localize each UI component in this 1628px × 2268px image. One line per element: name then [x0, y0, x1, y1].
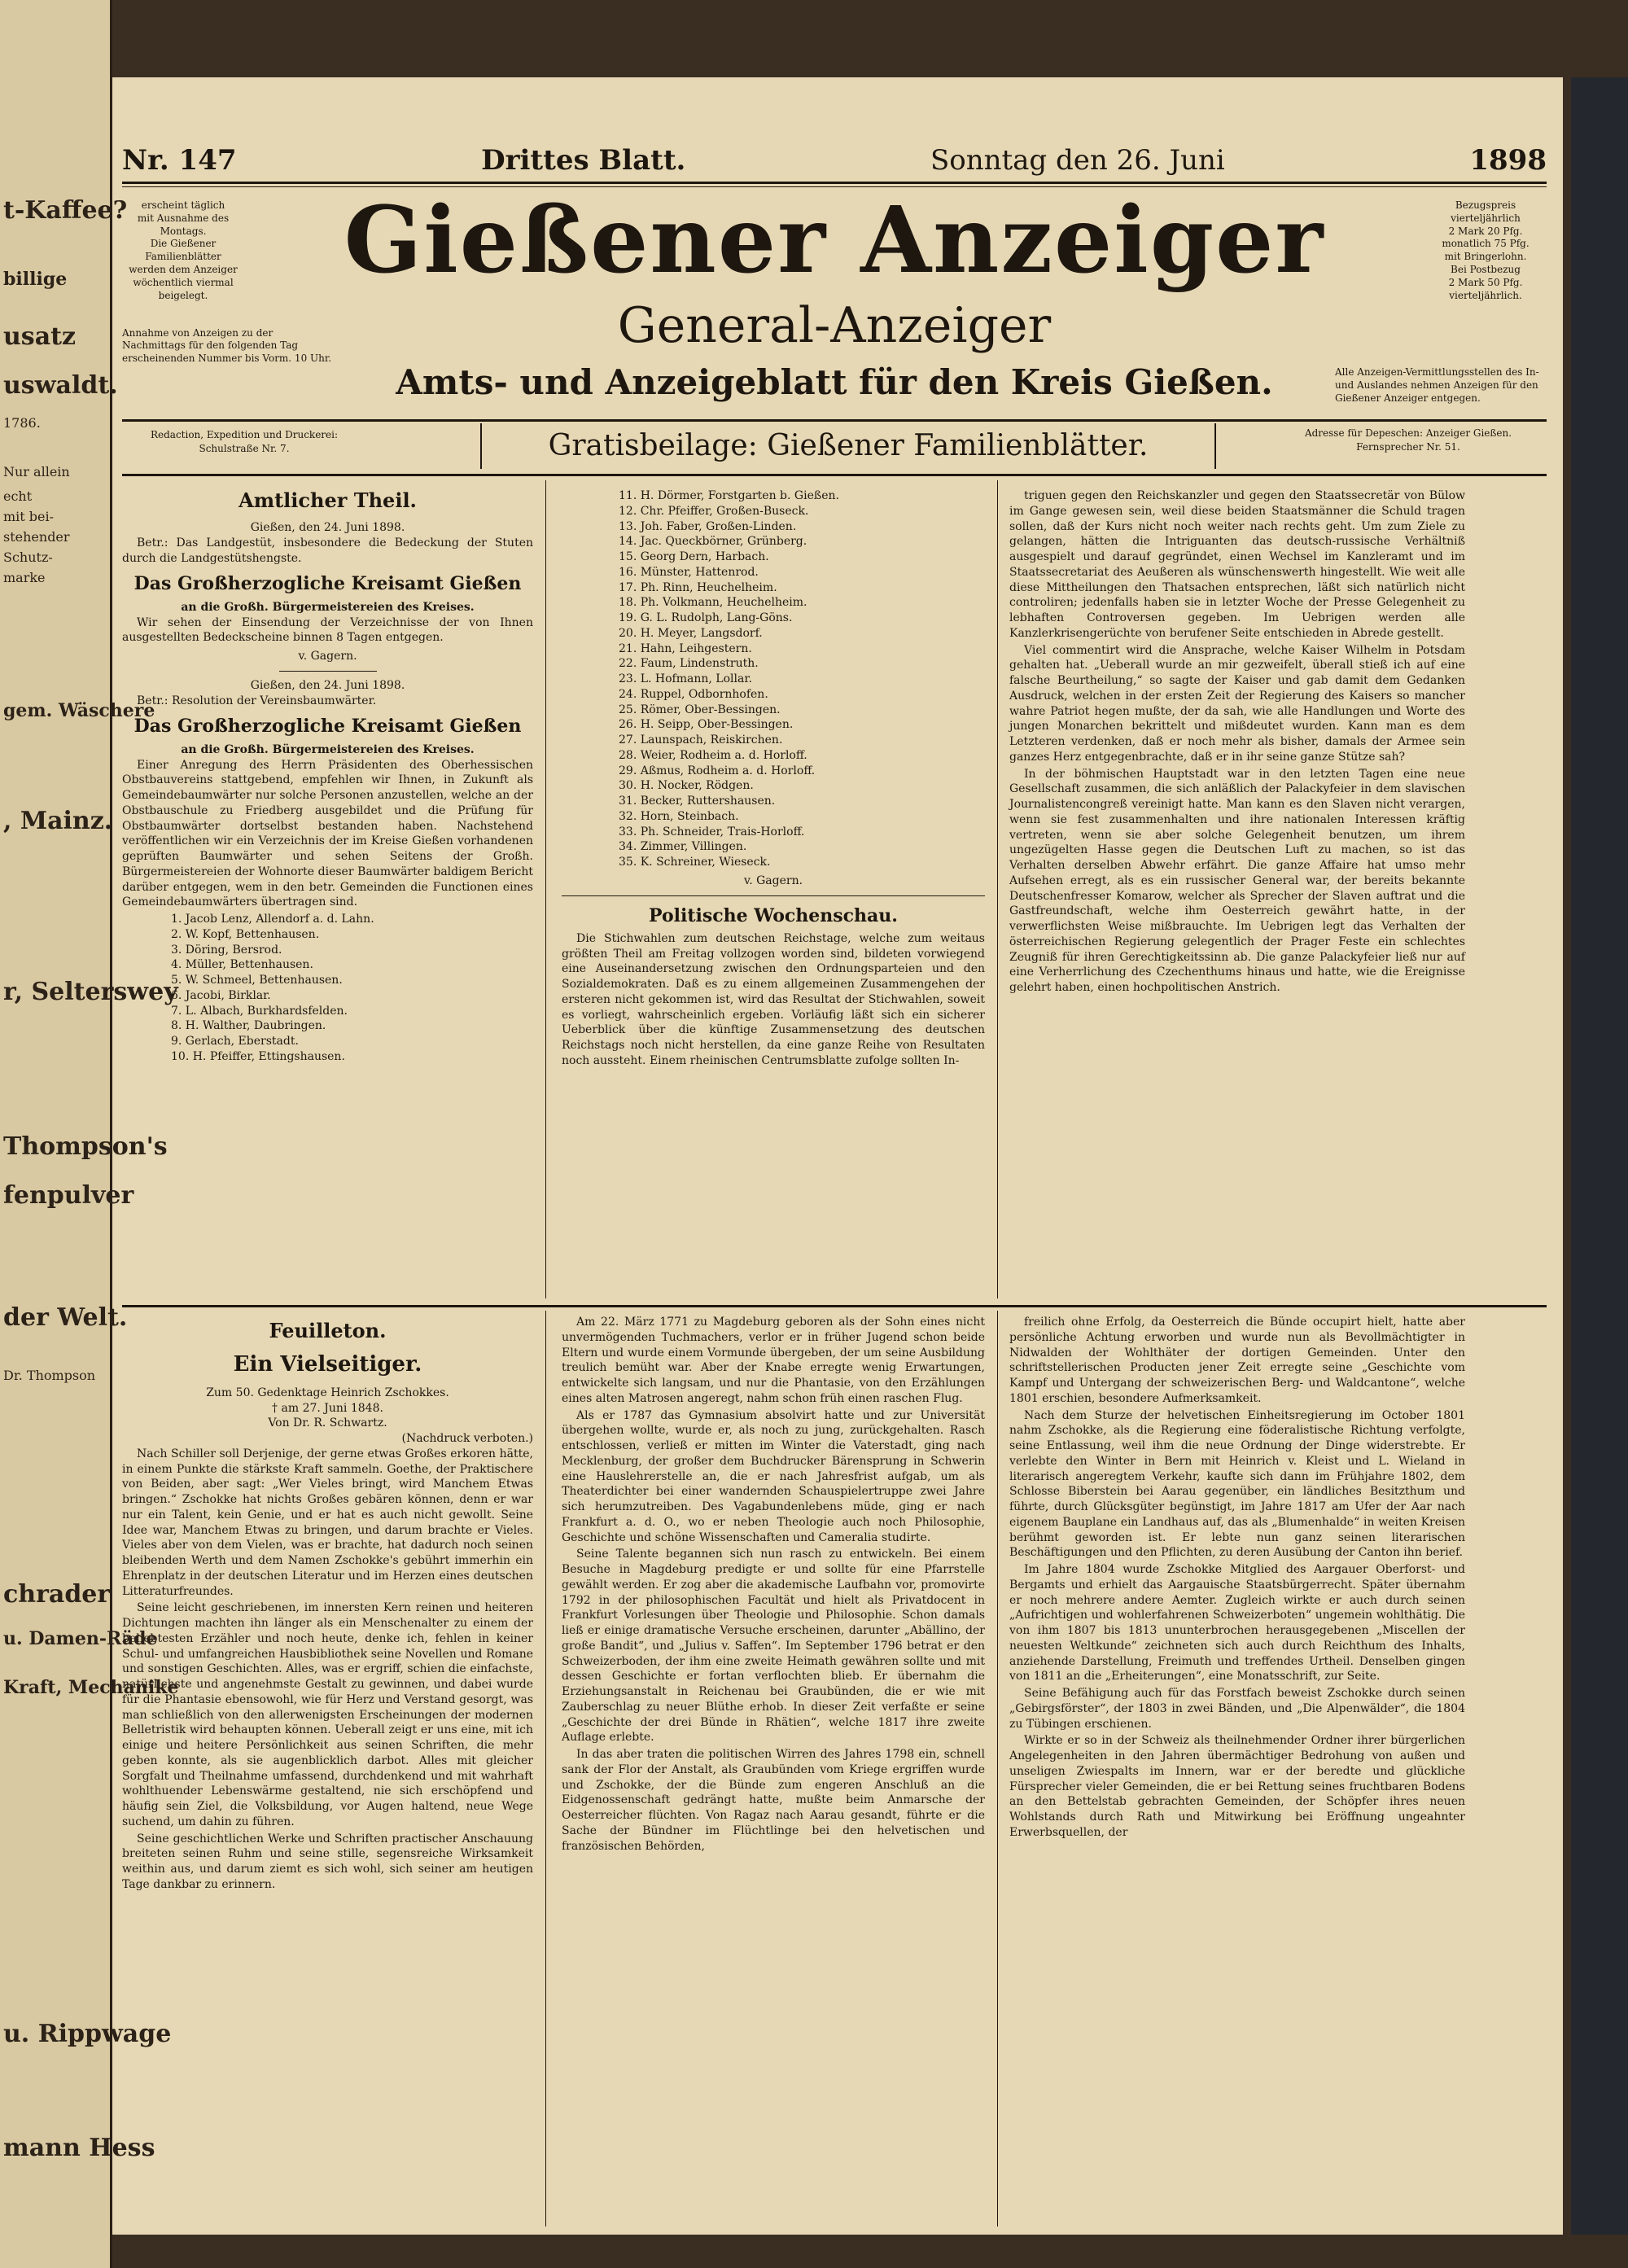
issue-year: 1898 — [1469, 144, 1547, 177]
gratis-bar — [122, 422, 1547, 471]
right-info-line: vierteljährlich — [1451, 212, 1521, 224]
list-item: 16. Münster, Hattenrod. — [619, 565, 759, 579]
spine-text-fragment: mit bei- — [3, 509, 55, 524]
spine-text-fragment: Dr. Thompson — [3, 1368, 96, 1383]
right-info-line: vierteljährlich. — [1449, 289, 1522, 301]
masthead-title: Gießener Anzeiger — [344, 187, 1325, 294]
list-item: 24. Ruppel, Odbornhofen. — [619, 687, 768, 701]
left-info-line: werden dem Anzeiger — [129, 264, 238, 276]
left-info-line: Montags. — [160, 225, 207, 237]
adjacent-page-fragment — [0, 0, 179, 2268]
spine-text-fragment: 1786. — [3, 415, 41, 431]
list-item: 30. H. Nocker, Rödgen. — [619, 779, 754, 793]
amtlich-betr-1: Betr.: Das Landgestüt, insbesondere die Bedeckung der Stuten durch die Landgestütshengste. — [122, 536, 533, 565]
list2-signature: v. Gagern. — [743, 873, 803, 887]
paragraph: freilich ohne Erfolg, da Oesterreich die Bünde occupirt hielt, hatte aber persönliche Achtung erworben und wurde nun als Bevollmächtigter in Nidwalden der Wohlthäter der dortigen Gemeinden. Unter den schriftstellerischen Producten jener Zeit erregte seine „Geschichte vom Kampf und Untergang der schweizerischen Berg- und Waldcantone“, welche 1801 erschien, besondere Aufmerksamkeit. — [1009, 1316, 1465, 1405]
list-item: 35. K. Schreiner, Wieseck. — [619, 856, 771, 869]
list-item: 19. G. L. Rudolph, Lang-Göns. — [619, 611, 793, 624]
right-info — [1424, 199, 1547, 303]
amtlich-to-1: an die Großh. Bürgermeistereien des Kreises. — [181, 600, 475, 614]
spine-text-fragment: Schutz- — [3, 549, 53, 565]
paragraph: Nach Schiller soll Derjenige, der gerne etwas Großes erkoren hätte, in einem Punkte die stärkste Kraft sammeln. Goethe, der Praktischere von Beiden, aber sagt: „Wer Vieles bringt, wird Manchem Etwas bringen.“ Zschokke hat nichts Großes gebären können, denn er war nur ein Talent, kein Genie, und er hat es auch nicht gewollt. Seine Idee war, Manchem Etwas zu bringen, und darum brachte er Vieles. Vieles aber von dem Vielen, was er brachte, hat dadurch noch seinen bleibenden Werth und dem Namen Zschokke's gebührt immerhin ein Ehrenplatz in der deutschen Literatur und im Herzen eines deutschen Litteraturfreundes. — [122, 1447, 533, 1598]
masthead-amtsblatt: Amts- und Anzeigeblatt für den Kreis Gießen. — [396, 362, 1273, 402]
amtlicher-theil — [122, 484, 533, 1065]
list-item: 32. Horn, Steinbach. — [619, 809, 739, 823]
list-item: 20. H. Meyer, Langsdorf. — [619, 626, 763, 640]
list-item: 13. Joh. Faber, Großen-Linden. — [619, 519, 797, 533]
spine-text-fragment: gem. Wäschere — [3, 700, 155, 721]
newspaper-page — [106, 77, 1563, 2235]
amtlich-heading: Amtlicher Theil. — [239, 488, 417, 512]
feuilleton-title: Ein Vielseitiger. — [233, 1352, 422, 1377]
politik-heading: Politische Wochenschau. — [649, 904, 898, 926]
amtlich-date-1: Gießen, den 24. Juni 1898. — [250, 521, 405, 535]
list-item: 3. Döring, Bersrod. — [171, 943, 282, 957]
spine-text-fragment: echt — [3, 488, 33, 504]
left-info-line: beigelegt. — [158, 289, 208, 301]
spine-text-fragment: r, Selterswey — [3, 978, 178, 1006]
list-item: 34. Zimmer, Villingen. — [619, 840, 747, 854]
spine-text-fragment: t-Kaffee? — [3, 196, 128, 225]
list-item: 14. Jac. Queckbörner, Grünberg. — [619, 535, 807, 549]
list-item: 21. Hahn, Leihgestern. — [619, 641, 752, 655]
list-item: 33. Ph. Schneider, Trais-Horloff. — [619, 825, 805, 838]
amtlich-text-2: Einer Anregung des Herrn Präsidenten des Oberhessischen Obstbauvereins stattgebend, empfehlen wir Ihnen, in Zukunft als Gemeindebaumwärter nur solche Personen anzustellen, welche an der Obstbauschule zu Friedberg ausgebildet und die Prüfung für Obstbaumwärter dortselbst bestanden haben. Nachstehend veröffentlichen wir ein Verzeichnis der im Kreise Gießen vorhandenen geprüften Baumwärter und sehen Seitens der Großh. Bürgermeistereien der Wohnorte dieser Baumwärter baldigem Bericht darüber entgegen, wem in den betr. Gemeinden die Functionen eines Gemeindebaumwärters übertragen sind. — [122, 758, 533, 909]
feuilleton-column-2 — [562, 1315, 985, 1855]
list-item: 15. Georg Dern, Harbach. — [619, 550, 769, 563]
paragraph: triguen gegen den Reichskanzler und gegen den Staatssecretär von Bülow im Gange gewesen sein, weil diese beiden Staatsmänner die Schuld tragen sollen, daß der Kurs nicht noch weiter nach rechts geht. Um zum Ziele zu gelangen, hätten die Intriguanten das deutsch-russische Verhältniß ausgespielt und darauf gegründet, einen Wechsel im Kanzleramt und im Staatssecretariat des Aeußeren als wünschenswerth hingestellt. Wie weit alle diese Mittheilungen den Thatsachen entsprechen, läßt sich natürlich nicht controliren; jedenfalls haben sie in letzter Woche der Presse Gelegenheit zu lebhaften Controversen gegeben. Im Uebrigen werden alle Kanzlerkrisengerüchte von berufener Seite entschieden in Abrede gestellt. — [1009, 489, 1465, 640]
paragraph: Seine leicht geschriebenen, im innersten Kern reinen und heiteren Dichtungen machten ihn länger als ein Menschenalter zu einem der beliebtesten Erzähler und noch heute, denke ich, fehlen in keiner Schul- und umfangreichen Hausbibliothek seine Novellen und Romane und sonstigen Geschichten. Alles, was er ergriff, schien die einfachste, natürlichste und angenehmste Gestalt zu gewinnen, und dabei wurde für die Phantasie ebensowohl, wie für Herz und Verstand gesorgt, was man schließlich von den allerwenigsten Erscheinungen der modernen Belletristik wird behaupten können. Ueberall zeigt er uns eine, mit ich einige und heitere Persönlichkeit aus seinen Schriften, die mehr geben konnte, als sie augenblicklich darbot. Alles mit gleicher Sorgfalt und Theilnahme umfassend, durchdenkend und mit wahrhaft wohlthuender Lebenswärme gestaltend, nie sich erschöpfend und häufig sein Ziel, die Volksbildung, vor Augen haltend, neue Wege suchend, um dahin zu führen. — [122, 1601, 533, 1828]
issue-date: Sonntag den 26. Juni — [930, 144, 1225, 177]
feuilleton-subtitle: Zum 50. Gedenktage Heinrich Zschokkes. — [206, 1386, 449, 1399]
section-label: Drittes Blatt. — [481, 144, 686, 177]
left-info-line: erscheint täglich — [141, 199, 225, 211]
paragraph: Nach dem Sturze der helvetischen Einheitsregierung im October 1801 nahm Zschokke, als die Regierung eine föderalistische Richtung verfolgte, seine Entlassung, weil ihm die neue Ordnung der Dinge widerstrebte. Er verlebte den Winter in Bern mit Heinrich v. Kleist und L. Wieland in literarisch angeregtem Verkehr, kaufte sich dann im Frühjahre 1802, dem Schlosse Biberstein bei Aarau gegenüber, ein ländliches Besitzthum und führte, durch Glücksgüter begünstigt, im Jahre 1817 am Ufer der Aar nach eigenem Bauplane ein Landhaus auf, das als „Blumenhalde“ in weiten Kreisen berühmt geworden ist. Er lebte nun ganz seinen literarischen Beschäftigungen und den Pflichten, zu deren Ausübung der Canton ihn berief. — [1009, 1408, 1465, 1560]
baumwaerter-list-1 — [122, 912, 533, 1065]
paragraph: Als er 1787 das Gymnasium absolvirt hatte und zur Universität übergehen wollte, wurde er, als noch zu jung, zurückgehalten. Rasch entschlossen, verließ er mitten im Winter die Vaterstadt, ging nach Mecklenburg, der großer dem Buchdrucker Bärensprung in Schwerin eine Hauslehrerstelle an, die er nach Jahresfrist aufgab, um als Theaterdichter bei einer wandernden Schauspielertruppe zwei Jahre sich herumzutreiben. Des Vagabundenlebens müde, ging er nach Frankfurt a. d. O., wo er neben Theologie auch noch Philosophie, Geschichte und schöne Wissenschaften und Cameralia studirte. — [562, 1408, 985, 1544]
spine-text-fragment: u. Damen-Räde — [3, 1628, 158, 1649]
spine-text-fragment: der Welt. — [3, 1303, 128, 1332]
spine-text-fragment: billige — [3, 269, 68, 290]
list-item: 22. Faum, Lindenstruth. — [619, 657, 759, 671]
list-item: 7. L. Albach, Burkhardsfelden. — [171, 1004, 348, 1018]
list-item: 23. L. Hofmann, Lollar. — [619, 672, 752, 685]
spine-text-fragment: , Mainz. — [3, 807, 113, 835]
baumwaerter-list-2 — [562, 488, 985, 870]
list-item: 29. Aßmus, Rodheim a. d. Horloff. — [619, 764, 816, 777]
list-item: 26. H. Seipp, Ober-Bessingen. — [619, 718, 794, 732]
spine-text-fragment: usatz — [3, 322, 77, 351]
spine-text-fragment: stehender — [3, 529, 70, 545]
spine-text-fragment: u. Rippwage — [3, 2020, 172, 2048]
spine-text-fragment: chrader — [3, 1580, 111, 1609]
baumwaerter-column — [562, 488, 985, 1071]
paragraph: In das aber traten die politischen Wirren des Jahres 1798 ein, schnell sank der Flor der Anstalt, als Graubünden vom Kriege ergriffen wurde und Zschokke, der die Bünde zum engeren Anschluß an die Eidgenossenschaft gedrängt hatte, mußte beim Anmarsche der Oesterreicher flüchten. Von Ragaz nach Aarau gesandt, führte er die Sache der Bündner im Flüchtlinge bei den helvetischen und französischen Behörden, — [562, 1748, 985, 1853]
spine-text-fragment: uswaldt. — [3, 371, 118, 400]
amtlich-sig-1: v. Gagern. — [298, 650, 357, 663]
politik-continued — [1009, 488, 1465, 997]
spine-text-fragment: Nur allein — [3, 464, 70, 479]
right-info-line: Bezugspreis — [1455, 199, 1516, 211]
left-info-line: Familienblätter — [145, 251, 221, 263]
spine-text-fragment: Kraft, Mechanike — [3, 1677, 179, 1698]
spine-text-fragment: Thompson's — [3, 1132, 168, 1161]
list-item: 12. Chr. Pfeiffer, Großen-Buseck. — [619, 504, 809, 518]
list-item: 27. Launspach, Reiskirchen. — [619, 733, 783, 747]
amtlich-from-1: Das Großherzogliche Kreisamt Gießen — [133, 573, 522, 595]
list-item: 17. Ph. Rinn, Heuchelheim. — [619, 580, 777, 594]
left-info — [122, 199, 332, 366]
right-info-line: 2 Mark 20 Pfg. — [1448, 225, 1523, 237]
feuilleton-heading: Feuilleton. — [269, 1319, 387, 1342]
paragraph: In der böhmischen Hauptstadt war in den letzten Tagen eine neue Gesellschaft zusammen, die sich anläßlich der Palackyfeier in dem slavischen Journalistencongreß vereinigt hatte. Man kann es den Slaven nicht verargen, wenn sie fest zusammenhalten und ihre nationalen Interessen kräftig vertreten, wenn sie aber solche Gelegenheit benutzen, um ihrem ungezügelten Hasse gegen die Deutschen Luft zu machen, so ist das Verhalten derselben Abwehr erfährt. Die ganze Affaire hat umso mehr Aufsehen erregt, als es ein russischer General war, der bereits bekannte Deutschenfresser Komarow, welcher als Sprecher der Slaven auftrat und die Gastfreundschaft, welche ihm Oesterreich gewährt hatte, in der verwerflichsten Weise mißbrauchte. Im Uebrigen legt das Verhalten der österreichischen Regierung gelegentlich der Prager Feste ein schlechtes Zeugniß für ihren Gerechtigkeitssinn ab. Die ganze Palackyfeier ließ nur auf eine Verherrlichung des Czechenthums hinaus und hatte, wie die Ereignisse gelehrt haben, einen hochpolitischen Anstrich. — [1009, 767, 1465, 994]
paragraph: Seine geschichtlichen Werke und Schriften practischer Anschauung breiteten seinen Ruhm und seine stille, segensreiche Wirksamkeit weithin aus, und darum ziemt es sich wohl, sich seiner am heutigen Tage dankbar zu erinnern. — [122, 1832, 533, 1891]
paragraph: Im Jahre 1804 wurde Zschokke Mitglied des Aargauer Oberforst- und Bergamts und erhielt das Aargauische Staatsbürgerrecht. Später übernahm er noch mehrere andere Aemter. Zugleich wirkte er auch durch seinen „Aufrichtigen und wohlerfahrenen Schweizerboten“ ungemein wohlthätig. Die von ihm 1807 bis 1813 ununterbrochen herausgegebenen „Miscellen der neuesten Weltkunde“ zeichneten sich auch durch Reichthum des Inhalts, anziehende Darstellung, Freimuth und treffendes Urtheil. Denselben gingen von 1811 an die „Erheiterungen“, eine Monatsschrift, zur Seite. — [1009, 1563, 1465, 1683]
amtlich-betr-2: Betr.: Resolution der Vereinsbaumwärter. — [137, 694, 377, 707]
list-item: 9. Gerlach, Eberstadt. — [171, 1035, 299, 1049]
feuilleton-note: (Nachdruck verboten.) — [401, 1432, 533, 1446]
feuilleton-column-3 — [1009, 1315, 1465, 1842]
paragraph: Am 22. März 1771 zu Magdeburg geboren als der Sohn eines nicht unvermögenden Tuchmachers, verlor er in früher Jugend schon beide Eltern und wurde einem Vormunde übergeben, der um seine Ausbildung treulich bemüht war. Aber der Knabe erregte wenig Erwartungen, entwickelte sich langsam, und nur die Phantasie, von den Erzählungen eines alten Matrosen angeregt, nahm schon früh einen raschen Flug. — [562, 1316, 985, 1405]
amtlich-from-2: Das Großherzogliche Kreisamt Gießen — [133, 716, 522, 738]
list-item: 10. H. Pfeiffer, Ettingshausen. — [171, 1049, 345, 1063]
left-info-annahme: Annahme von Anzeigen zu der Nachmittags für den folgenden Tag erscheinenden Nummer bis Vorm. 10 Uhr. — [122, 326, 332, 365]
list-item: 1. Jacob Lenz, Allendorf a. d. Lahn. — [171, 913, 374, 926]
amtlich-date-2: Gießen, den 24. Juni 1898. — [250, 678, 405, 692]
feuilleton-column-1 — [122, 1315, 533, 1894]
spine-text-fragment: mann Hess — [3, 2134, 155, 2162]
list-item: 2. W. Kopf, Bettenhausen. — [171, 927, 320, 941]
amtlich-text-1: Wir sehen der Einsendung der Verzeichnisse der von Ihnen ausgestellten Bedeckscheine binnen 8 Tagen entgegen. — [122, 615, 533, 645]
masthead-subtitle: General-Anzeiger — [617, 297, 1052, 354]
list-item: 4. Müller, Bettenhausen. — [171, 958, 313, 972]
feuilleton-author: Von Dr. R. Schwartz. — [268, 1416, 387, 1430]
list-item: 28. Weier, Rodheim a. d. Horloff. — [619, 748, 807, 762]
dateline — [122, 142, 1547, 178]
telegraph-address: Adresse für Depeschen: Anzeiger Gießen. Fernsprecher Nr. 51. — [1304, 427, 1512, 453]
list-item: 18. Ph. Volkmann, Heuchelheim. — [619, 596, 807, 610]
book-binding — [1571, 77, 1628, 2235]
list-item: 6. Jacobi, Birklar. — [171, 988, 271, 1002]
politik-text: Die Stichwahlen zum deutschen Reichstage, welche zum weitaus größten Theil am Freitag vollzogen worden sind, bildeten vorwiegend eine Auseinandersetzung zwischen den Ordnungsparteien und den Sozialdemokraten. Daß es zu einem allgemeinen Zusammengehen der ersteren nicht gekommen ist, wird das Resultat der Stichwahlen, soweit es vorliegt, wahrscheinlich ergeben. Vorläufig läßt sich ein sicherer Ueberblick über die künftige Zusammensetzung des deutschen Reichstags noch nicht herstellen, da eine ganze Reihe von Resultaten noch aussteht. Einem rheinischen Centrumsblatte zufolge sollten In- — [562, 931, 985, 1067]
amtlich-to-2: an die Großh. Bürgermeistereien des Kreises. — [181, 742, 475, 756]
paragraph: Viel commentirt wird die Ansprache, welche Kaiser Wilhelm in Potsdam gehalten hat. „Ueberall wurde an mir gezweifelt, überall stieß ich auf eine falsche Beurtheilung,“ so sagte der Kaiser und gab damit dem Gedanken Ausdruck, welchen in der ersten Zeit der Regierung des Kaisers so mancher wahre Patriot hegen mußte, der da sah, wie alle Handlungen und Worte des jungen Monarchen bekrittelt und mißdeutet wurden. Kann man es dem Letzteren verdenken, daß er noch mehr als bisher, damals der Armee sein ganzes Herz entgegenbrachte, daß er in ihr seine ganze Stütze sah? — [1009, 643, 1465, 764]
right-info-line: Bei Postbezug — [1451, 264, 1521, 276]
left-info-line: Die Gießener — [150, 238, 217, 250]
paragraph: Seine Befähigung auch für das Forstfach beweist Zschokke durch seinen „Gebirgsförster“, der 1803 in zwei Bänden, und „Die Alpenwälder“, die 1804 zu Tübingen erschienen. — [1009, 1687, 1465, 1731]
paragraph: Wirkte er so in der Schweiz als theilnehmender Ordner ihrer bürgerlichen Angelegenheiten in den Jahren übermächtiger Bedrohung von außen und unseligen Zwiespalts im Innern, war er der beredte und glückliche Fürsprecher vieler Gemeinden, die er bei Rettung seines fruchtbaren Bodens an den Bettelstab gebrachten Gemeinden, der Schöpfer ihres neuen Wohlstands durch Rath und Mitwirkung bei Eröffnung ungeahnter Erwerbsquellen, der — [1009, 1734, 1465, 1839]
feuilleton-died: † am 27. Juni 1848. — [272, 1401, 383, 1415]
list-item: 25. Römer, Ober-Bessingen. — [619, 703, 781, 716]
list-item: 31. Becker, Ruttershausen. — [619, 795, 776, 808]
spine-text-fragment: marke — [3, 570, 46, 585]
right-info-line: mit Bringerlohn. — [1444, 251, 1527, 263]
left-info-line: mit Ausnahme des — [137, 212, 230, 224]
list-item: 8. H. Walther, Daubringen. — [171, 1019, 326, 1033]
right-info-line: monatlich 75 Pfg. — [1442, 238, 1530, 250]
gratisbeilage-label: Gratisbeilage: Gießener Familienblätter. — [480, 423, 1216, 469]
paragraph: Seine Talente begannen sich nun rasch zu entwickeln. Bei einem Besuche in Magdeburg predigte er und sollte für eine Pfarrstelle gewählt werden. Er zog aber die akademische Laufbahn vor, promovirte 1792 in der philosophischen Facultät und hielt als Privatdocent in Frankfurt Vorlesungen über Theologie und Philosophie. Schon damals ließ er einige dramatische Versuche erscheinen, darunter „Abällino, der große Bandit“, und „Julius v. Saffen“. Im September 1796 betrat er den Schweizerboden, der ihm eine zweite Heimath gewähren sollte und mit dessen Geschichte er fortan verflochten blieb. Er übernahm die Erziehungsanstalt in Reichenau bei Graubünden, die er wie mit Zauberschlag zu neuer Blüthe erhob. In dieser Zeit verfaßte er seine „Geschichte der drei Bünde in Rhätien“, welche 1817 ihre zweite Auflage erlebte. — [562, 1548, 985, 1745]
right-info-agencies: Alle Anzeigen-Vermittlungsstellen des In- und Auslandes nehmen Anzeigen für den Gießener Anzeiger entgegen. — [1335, 366, 1539, 404]
right-info-line: 2 Mark 50 Pfg. — [1448, 276, 1523, 288]
list-item: 5. W. Schmeel, Bettenhausen. — [171, 974, 343, 987]
list-item: 11. H. Dörmer, Forstgarten b. Gießen. — [619, 489, 839, 502]
issue-number: Nr. 147 — [122, 144, 237, 177]
redaction-address: Redaction, Expedition und Druckerei: Schulstraße Nr. 7. — [150, 429, 339, 454]
left-info-line: wöchentlich viermal — [133, 276, 234, 288]
spine-text-fragment: fenpulver — [3, 1181, 134, 1210]
